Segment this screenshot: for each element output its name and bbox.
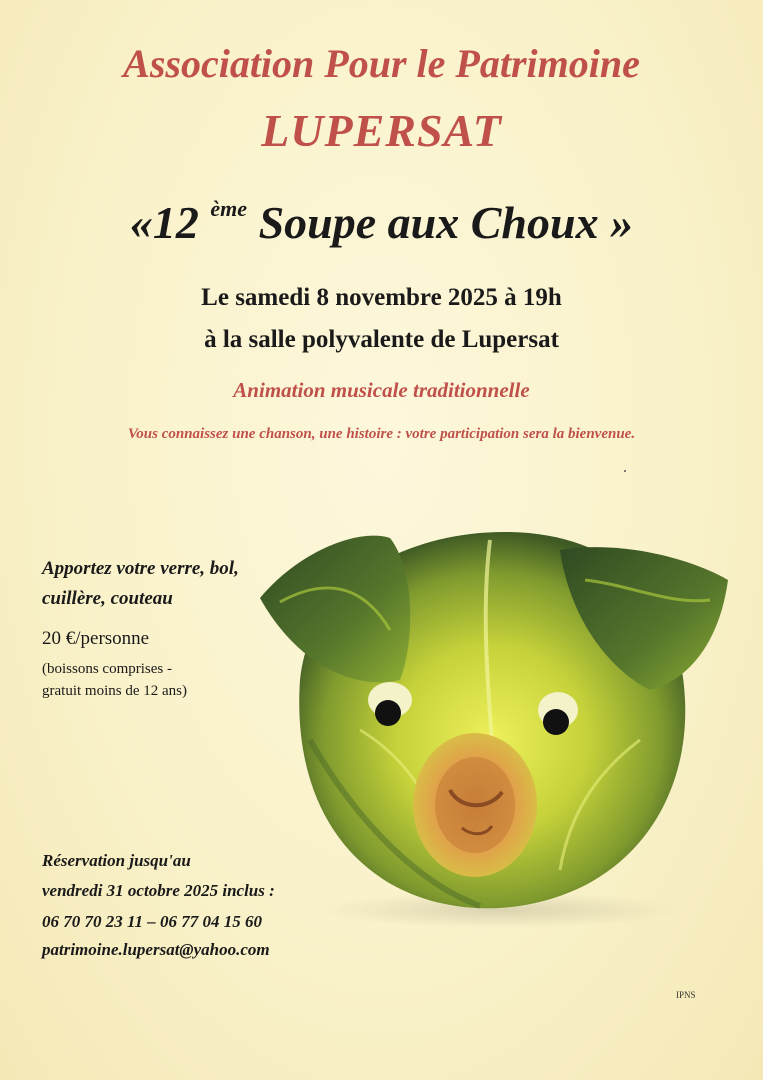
price: 20 €/personne — [42, 628, 150, 649]
speck — [624, 470, 626, 472]
event-title — [0, 196, 763, 249]
reservation-line-1: Réservation jusqu'au — [42, 851, 191, 870]
ipns-mark: IPNS — [676, 990, 696, 1000]
event-title-ordinal: ème — [210, 196, 248, 221]
phone-numbers: 06 70 70 23 11 – 06 77 04 15 60 — [42, 912, 263, 931]
contact-email: patrimoine.lupersat@yahoo.com — [42, 940, 270, 959]
bring-utensils-note — [42, 554, 302, 614]
reservation-deadline — [42, 846, 342, 906]
price-note-line-1: (boissons comprises - — [42, 661, 172, 677]
price-note — [42, 658, 272, 702]
event-title-number: «12 — [129, 197, 199, 248]
event-venue: à la salle polyvalente de Lupersat — [204, 326, 559, 353]
reservation-line-2: vendredi 31 octobre 2025 inclus : — [42, 881, 275, 900]
association-name: Association Pour le Patrimoine — [123, 41, 640, 86]
event-title-text: Soupe aux Choux » — [258, 197, 634, 248]
bring-line-1: Apportez votre verre, bol, — [42, 558, 239, 579]
price-note-line-2: gratuit moins de 12 ans) — [42, 683, 187, 699]
event-invitation: Vous connaissez une chanson, une histoire : votre participation sera la bienvenue. — [127, 426, 636, 442]
event-animation: Animation musicale traditionnelle — [233, 378, 530, 402]
bring-line-2: cuillère, couteau — [42, 588, 173, 609]
event-date: Le samedi 8 novembre 2025 à 19h — [201, 284, 562, 311]
town-name: LUPERSAT — [261, 105, 502, 156]
